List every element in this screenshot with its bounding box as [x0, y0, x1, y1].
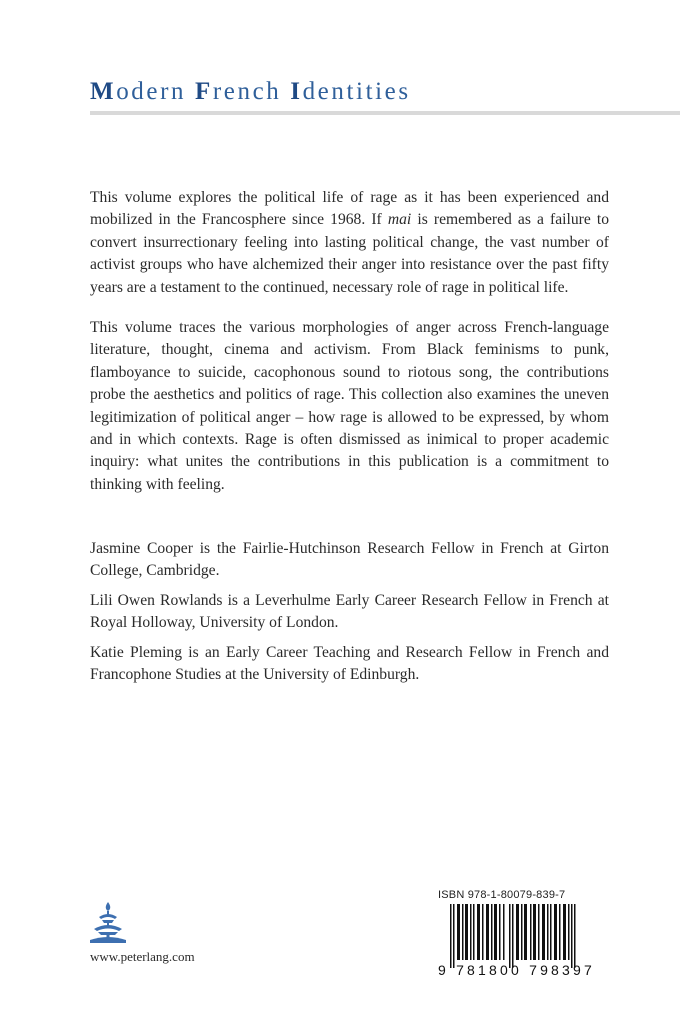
- series-title-rest-1: odern: [116, 78, 195, 105]
- publisher-url[interactable]: www.peterlang.com: [90, 949, 195, 964]
- series-title-rest-3: dentities: [302, 78, 411, 105]
- series-title-cap-1: M: [90, 78, 117, 105]
- bio-lili-owen-rowlands: Lili Owen Rowlands is a Leverhulme Early Career Research Fellow in French at Royal Holloway, University of London.: [90, 592, 609, 632]
- bio-jasmine-cooper: Jasmine Cooper is the Fairlie-Hutchinson Research Fellow in French at Girton College, Cambridge.: [90, 540, 609, 580]
- peter-lang-fountain-logo-icon: [88, 900, 128, 946]
- series-title-cap-3: I: [290, 78, 303, 105]
- blurb-p1-after: is remembered as a failure to convert insurrectionary feeling into lasting political change, the vast number of activist groups who have alchemized their anger into resistance over the past fifty years are a testament to the continued, necessary role of rage in political life.: [90, 211, 609, 296]
- series-title-cap-2: F: [194, 78, 213, 105]
- series-title-rest-2: rench: [212, 78, 291, 105]
- blurb-p1-em: mai: [387, 211, 412, 229]
- barcode-digits: 9 781800 798397: [438, 962, 595, 978]
- series-title: [90, 78, 411, 106]
- title-rule: [90, 111, 680, 115]
- isbn-label: ISBN 978-1-80079-839-7: [438, 889, 566, 901]
- bio-katie-pleming: Katie Pleming is an Early Career Teaching and Research Fellow in French and Francophone Studies at the University of Edinburgh.: [90, 644, 609, 684]
- blurb-paragraph-2: This volume traces the various morphologies of anger across French-language literature, thought, cinema and activism. From Black feminisms to punk, flamboyance to suicide, cacophonous sound to riotous song, the contributions probe the aesthetics and politics of rage. This collection also examines the uneven legitimization of political anger – how rage is allowed to be expressed, by whom and in which contexts. Rage is often dismissed as inimical to proper academic inquiry: what unites the contributions in this publication is a commitment to thinking with feeling.: [90, 319, 609, 493]
- blurb-paragraph-1: [90, 187, 609, 299]
- blurb-p1-before: This volume explores the political life of rage as it has been experienced and mobilized in the Francosphere since 1968. If: [90, 189, 609, 229]
